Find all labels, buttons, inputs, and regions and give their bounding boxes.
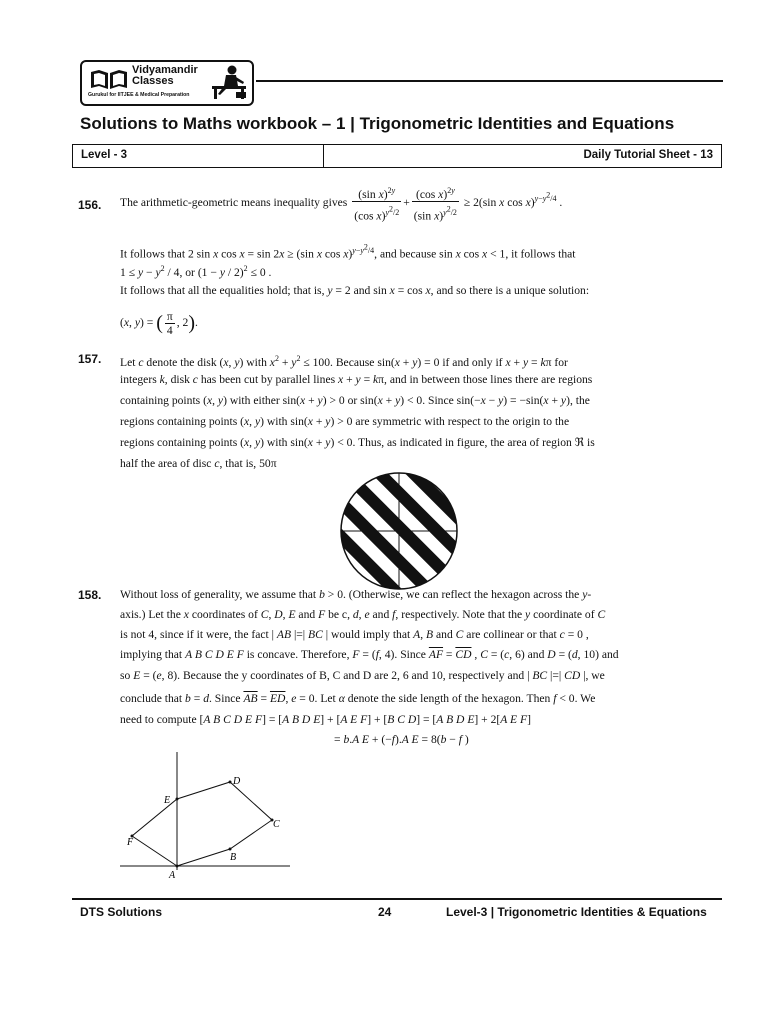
q157-text: for	[554, 355, 568, 369]
page-title: Solutions to Maths workbook – 1 | Trigonometric Identities and Equations	[80, 114, 675, 133]
q157-text: integers	[120, 373, 157, 386]
q157-text: . Since	[422, 394, 454, 407]
q157-line2: integers k, disk c has been cut by parallel lines x + y = kπ, and in between those lines there are regions	[120, 373, 593, 386]
q157-text: are symmetric with respect to the origin to the	[355, 415, 570, 428]
q156-line1: The arithmetic-geometric means inequality gives $\frac{(\sin x)^{2y}}{(\cos x)^{y^2/2}}$ + $\frac{(\cos x)^{2y}}{(\sin x)^{y^2/2}}$ ≥ 2(sin x cos x)$^{y-y^2/4}$ .	[120, 186, 563, 223]
q158-text: . Because the y coordinates of B, C and D are 2, 6 and 10, respectively and	[177, 669, 525, 682]
footer-right: Level-3 | Trigonometric Identities & Equations	[446, 905, 707, 919]
q158-text: so	[120, 669, 131, 682]
q158-text: is concave. Therefore,	[246, 648, 350, 661]
q158-text: need to compute	[120, 713, 197, 726]
hexagon-outline	[132, 782, 272, 866]
q156-line2: It follows that 2 sin x cos x = sin 2x ≥ (sin x cos x)$^{y-y^2/4}$, and because sin x cos x < 1, it follows that	[120, 242, 576, 261]
label-F: F	[127, 837, 134, 848]
logo-name-line2: Classes	[132, 75, 174, 87]
question-number-157: 157.	[78, 352, 102, 366]
label-B: B	[230, 852, 237, 863]
q157-text: with either	[229, 394, 280, 407]
q158-text: axis.) Let the	[120, 608, 181, 621]
publisher-logo	[80, 60, 254, 106]
q156-line4: It follows that all the equalities hold; that is, y = 2 and sin x = cos x, and so there is a unique solution:	[120, 284, 590, 297]
q157-text: with	[266, 436, 288, 449]
q158-line5: so E = (e, 8). Because the y coordinates of B, C and D are 2, 6 and 10, respectively and | BC |=| CD |, we	[120, 669, 605, 682]
q157-line5: regions containing points (x, y) with sin(x + y) < 0. Thus, as indicated in figure, the area of region ℜ is	[120, 436, 595, 449]
q157-text: , the	[569, 394, 590, 407]
q158-text: . Since	[208, 692, 241, 705]
level-bar	[72, 144, 722, 168]
logo-text	[132, 65, 198, 87]
q158-line3: is not 4, since if it were, the fact | AB |=| BC | would imply that A, B and C are collinear or that c = 0 ,	[120, 628, 589, 641]
q156-text: and	[353, 284, 371, 297]
q158-text: . (Otherwise, we can reflect the hexagon across the	[343, 588, 580, 601]
level-label: Level - 3	[81, 149, 128, 161]
q157-text: is	[587, 436, 595, 449]
q157-text: , and in between those lines there are regions	[384, 373, 593, 386]
q158-text: be	[328, 608, 340, 621]
footer-page-number: 24	[378, 905, 392, 919]
label-A: A	[169, 870, 176, 880]
question-number-156: 156.	[78, 198, 102, 212]
q156-text: , it follows that	[505, 247, 576, 261]
q156-text: The arithmetic-geometric means inequality gives	[120, 195, 348, 209]
books-icon	[90, 68, 128, 90]
q158-line8: = b.A E + (−f).A E = 8(b − f )	[334, 733, 469, 746]
q158-text: coordinate of	[533, 608, 595, 621]
q157-text: regions containing points	[120, 415, 238, 428]
q157-text: denote the disk	[146, 355, 217, 369]
q156-text: , and because	[374, 247, 437, 261]
q157-text: has been cut by parallel lines	[200, 373, 336, 386]
q157-text: half the area of disc	[120, 457, 212, 470]
label-E: E	[164, 795, 171, 806]
q158-text: Without loss of generality, we assume that	[120, 588, 317, 601]
q158-line4: implying that A B C D E F is concave. Therefore, F = (f, 4). Since $\overline{AF} = \overline{CD}$ , C = (c, 6) and D = (d, 10) and	[120, 648, 619, 661]
label-C: C	[273, 819, 280, 830]
q157-line3: containing points (x, y) with either sin(x + y) > 0 or sin(x + y) < 0. Since sin(−x − y) = −sin(x + y), the	[120, 394, 590, 407]
q158-text: implying that	[120, 648, 183, 661]
q156-line3: $1 \le y - y^2 / 4$, or $(1 - y / 2)^2 \le 0$ .	[120, 264, 272, 279]
q158-line2: axis.) Let the x coordinates of C, D, E and F be c, d, e and f, respectively. Note that the y coordinate of C	[120, 608, 606, 621]
q158-text: , we	[585, 669, 605, 682]
q156-text: , and so there is a unique solution:	[430, 284, 590, 297]
q157-text: Let	[120, 355, 136, 369]
q157-text: regions containing points	[120, 436, 238, 449]
q157-text: , that is,	[219, 457, 257, 470]
q158-text: would imply that	[330, 628, 411, 641]
student-desk-icon	[210, 64, 248, 100]
level-cell	[73, 145, 324, 167]
q157-text: containing points	[120, 394, 201, 407]
q157-text: . Thus, as indicated in figure, the area of region	[352, 436, 572, 449]
q157-text: with	[246, 355, 267, 369]
q156-text: It follows that	[120, 247, 186, 261]
logo-tagline: Gurukul for IITJEE & Medical Preparation	[88, 92, 190, 98]
q158-line6: conclude that b = d. Since $\overline{AB} = \overline{ED}$, e = 0. Let α denote the side length of the hexagon. Then f < 0. We	[120, 692, 596, 705]
logo-name-line1: Vidyamandir	[132, 64, 198, 76]
q157-text: , disk	[164, 373, 190, 386]
header-rule	[256, 80, 723, 82]
q158-text: respectively. Note that the	[401, 608, 523, 621]
hexagon-figure	[120, 752, 295, 880]
q158-text: are collinear or that	[466, 628, 557, 641]
q156-solution: (x, y) = ( $\frac{\pi}{4}$ , 2).	[120, 310, 198, 337]
q158-text: coordinates of	[191, 608, 258, 621]
q158-text: . Since	[394, 648, 426, 661]
q157-text: . Because	[330, 355, 375, 369]
q158-text: and	[527, 648, 545, 661]
q157-line4: regions containing points (x, y) with sin(x + y) > 0 are symmetric with respect to the origin to the	[120, 415, 570, 428]
q157-text: with	[266, 415, 288, 428]
q157-line6: half the area of disc c, that is, 50π	[120, 457, 277, 470]
q156-text: It follows that all the equalities hold; that is,	[120, 284, 325, 297]
q156-text: , or	[179, 265, 195, 279]
q158-line1: Without loss of generality, we assume that b > 0. (Otherwise, we can reflect the hexagon across the y-	[120, 588, 592, 601]
q158-text: . Let	[314, 692, 336, 705]
footer-left: DTS Solutions	[80, 905, 162, 919]
sheet-label: Daily Tutorial Sheet - 13	[583, 149, 713, 161]
striped-disk-figure	[338, 470, 460, 592]
label-D: D	[233, 776, 241, 787]
q158-text: denote the side length of the hexagon. Then	[347, 692, 551, 705]
q158-text: is not 4, since if it were, the fact	[120, 628, 269, 641]
q158-text: . We	[574, 692, 596, 705]
q157-text: if and only if	[442, 355, 503, 369]
q158-line7: need to compute [A B C D E F] = [A B D E] + [A E F] + [B C D] = [A B D E] + 2[A E F]	[120, 713, 531, 726]
q157-text: or	[347, 394, 358, 407]
q158-text: conclude that	[120, 692, 183, 705]
question-number-158: 158.	[78, 588, 102, 602]
q157-line1: Let c denote the disk (x, y) with $x^2 + y^2 \le 100$. Because sin(x + y) = 0 if and only if x + y = kπ for	[120, 354, 568, 369]
footer-rule	[72, 898, 722, 900]
